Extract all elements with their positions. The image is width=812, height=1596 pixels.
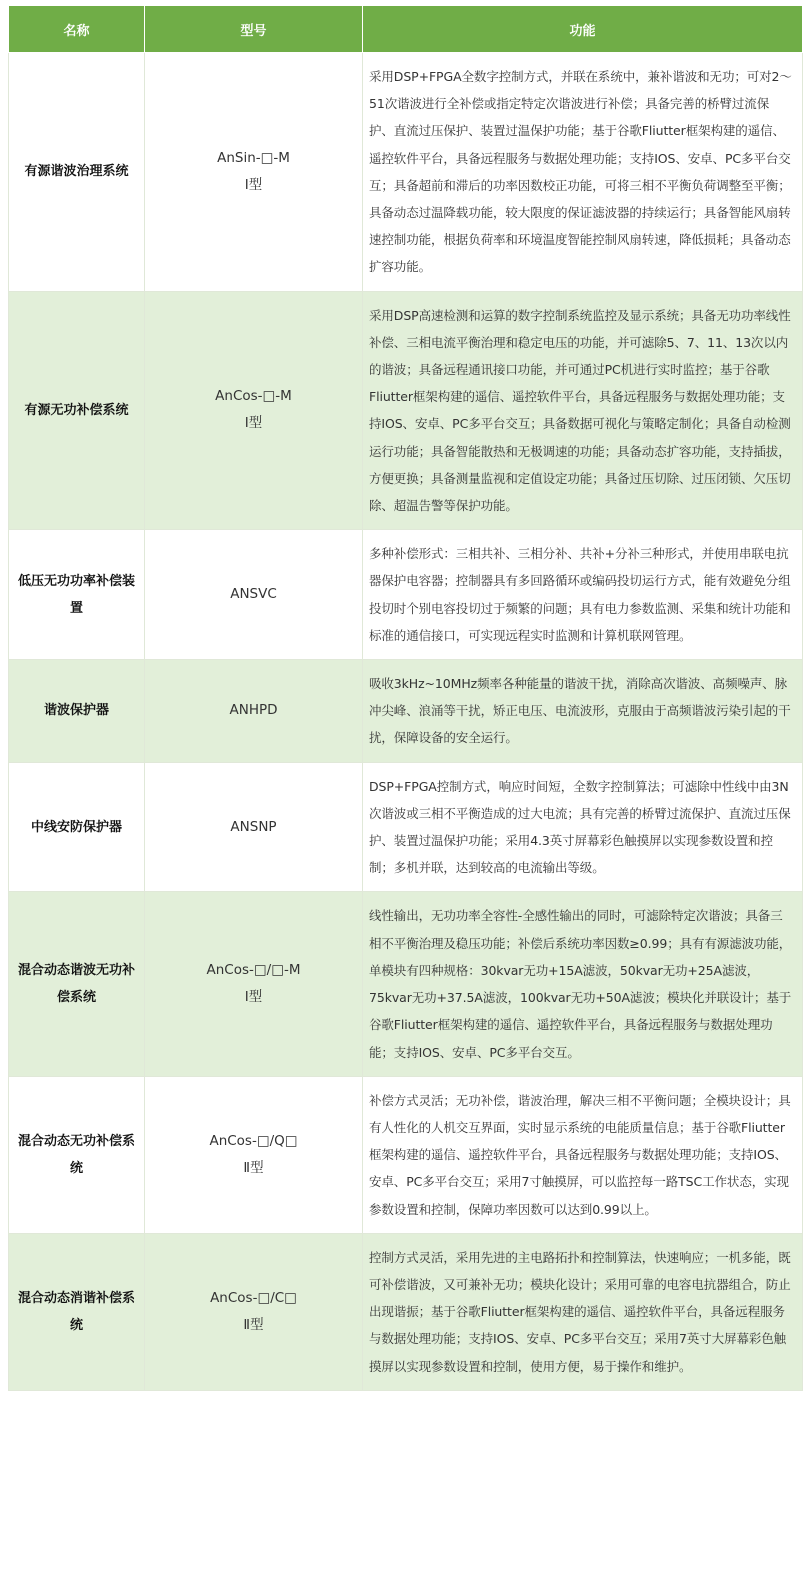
header-row (9, 6, 803, 53)
table-row (9, 1233, 803, 1390)
model-code: AnCos-□/□-M (206, 962, 301, 979)
model-code: AnCos-□/Q□ (209, 1132, 298, 1149)
product-function: 采用DSP高速检测和运算的数字控制系统监控及显示系统；具备无功功率线性补偿、三相电流平衡治理和稳定电压的功能，并可滤除5、7、11、13次以内的谐波；具备远程通讯接口功能，并可通过PC机进行实时监控；基于谷歌Fliutter框架构建的遥信、遥控软件平台，具备远程服务与数据处理功能；支持IOS、安卓、PC多平台交互；具备数据可视化与策略定制化；具备自动检测运行功能；具备智能散热和无极调速的功能；具备动态扩容功能，支持插拔，方便更换；具备测量监视和定值设定功能；具备过压切除、过压闭锁、欠压切除、超温告警等保护功能。 (363, 291, 803, 530)
product-name: 有源无功补偿系统 (9, 291, 145, 530)
product-name: 中线安防保护器 (9, 762, 145, 892)
table-header (9, 6, 803, 53)
product-model (145, 762, 363, 892)
product-function: 控制方式灵活，采用先进的主电路拓扑和控制算法，快速响应；一机多能，既可补偿谐波，又可兼补无功；模块化设计；采用可靠的电容电抗器组合，防止出现谐振；基于谷歌Fliutter框架构建的遥信、遥控软件平台，具备远程服务与数据处理功能；支持IOS、安卓、PC多平台交互；采用7英寸大屏幕彩色触摸屏以实现参数设置和控制，使用方便，易于操作和维护。 (363, 1233, 803, 1390)
product-function: 多种补偿形式：三相共补、三相分补、共补+分补三种形式，并使用串联电抗器保护电容器；控制器具有多回路循环或编码投切运行方式，能有效避免分组投切时个别电容投切过于频繁的问题；具有电力参数监测、采集和统计功能和标准的通信接口，可实现远程实时监测和计算机联网管理。 (363, 530, 803, 660)
model-type: Ⅰ型 (244, 415, 263, 432)
header-name: 名称 (9, 6, 145, 53)
model-code: AnSin-□-M (217, 149, 290, 166)
model-type: Ⅰ型 (244, 176, 263, 193)
product-model (145, 291, 363, 530)
product-name: 谐波保护器 (9, 660, 145, 763)
model-code: AnCos-□-M (215, 388, 292, 405)
product-function: 采用DSP+FPGA全数字控制方式，并联在系统中，兼补谐波和无功；可对2～51次谐波进行全补偿或指定特定次谐波进行补偿；具备完善的桥臂过流保护、直流过压保护、装置过温保护功能；基于谷歌Fliutter框架构建的遥信、遥控软件平台，具备远程服务与数据处理功能；支持IOS、安卓、PC多平台交互；具备超前和滞后的功率因数校正功能，可将三相不平衡负荷调整至平衡；具备动态过温降载功能，较大限度的保证滤波器的持续运行；具备智能风扇转速控制功能，根据负荷率和环境温度智能控制风扇转速，降低损耗；具备动态扩容功能。 (363, 53, 803, 292)
table-row (9, 660, 803, 763)
product-function: 吸收3kHz~10MHz频率各种能量的谐波干扰，消除高次谐波、高频噪声、脉冲尖峰、浪涌等干扰，矫正电压、电流波形，克服由于高频谐波污染引起的干扰，保障设备的安全运行。 (363, 660, 803, 763)
product-model (145, 530, 363, 660)
product-model (145, 892, 363, 1076)
product-model (145, 1233, 363, 1390)
product-function: 补偿方式灵活；无功补偿，谐波治理，解决三相不平衡问题；全模块设计；具有人性化的人机交互界面，实时显示系统的电能质量信息；基于谷歌Fliutter框架构建的遥信、遥控软件平台，具备远程服务与数据处理功能；支持IOS、安卓、PC多平台交互；采用7寸触摸屏，可以监控每一路TSC工作状态，实现参数设置和控制，保障功率因数可以达到0.99以上。 (363, 1076, 803, 1233)
product-name: 混合动态无功补偿系统 (9, 1076, 145, 1233)
table-row (9, 1076, 803, 1233)
model-code: ANSNP (230, 818, 277, 835)
product-name: 混合动态谐波无功补偿系统 (9, 892, 145, 1076)
model-type: Ⅰ型 (244, 989, 263, 1006)
product-name: 混合动态消谐补偿系统 (9, 1233, 145, 1390)
product-model (145, 660, 363, 763)
product-model (145, 1076, 363, 1233)
model-type: Ⅱ型 (243, 1159, 264, 1176)
product-table (8, 5, 803, 1391)
model-code: ANSVC (230, 586, 277, 603)
model-code: AnCos-□/C□ (210, 1289, 297, 1306)
table-row (9, 762, 803, 892)
product-function: 线性输出，无功功率全容性-全感性输出的同时，可滤除特定次谐波；具备三相不平衡治理及稳压功能；补偿后系统功率因数≥0.99；具有有源滤波功能，单模块有四种规格：30kvar无功+15A滤波，50kvar无功+25A滤波，75kvar无功+37.5A滤波，100kvar无功+50A滤波；模块化并联设计；基于谷歌Fliutter框架构建的遥信、遥控软件平台，具备远程服务与数据处理功能；支持IOS、安卓、PC多平台交互。 (363, 892, 803, 1076)
table-row (9, 53, 803, 292)
header-function: 功能 (363, 6, 803, 53)
table-row (9, 530, 803, 660)
table-row (9, 892, 803, 1076)
product-table-wrapper (8, 5, 802, 1391)
header-model: 型号 (145, 6, 363, 53)
product-name: 有源谐波治理系统 (9, 53, 145, 292)
model-code: ANHPD (229, 702, 278, 719)
product-model (145, 53, 363, 292)
model-type: Ⅱ型 (243, 1316, 264, 1333)
product-name: 低压无功功率补偿装置 (9, 530, 145, 660)
table-body (9, 53, 803, 1391)
table-row (9, 291, 803, 530)
product-function: DSP+FPGA控制方式，响应时间短，全数字控制算法；可滤除中性线中由3N次谐波或三相不平衡造成的过大电流；具有完善的桥臂过流保护、直流过压保护、装置过温保护功能；采用4.3英寸屏幕彩色触摸屏以实现参数设置和控制；多机并联，达到较高的电流输出等级。 (363, 762, 803, 892)
